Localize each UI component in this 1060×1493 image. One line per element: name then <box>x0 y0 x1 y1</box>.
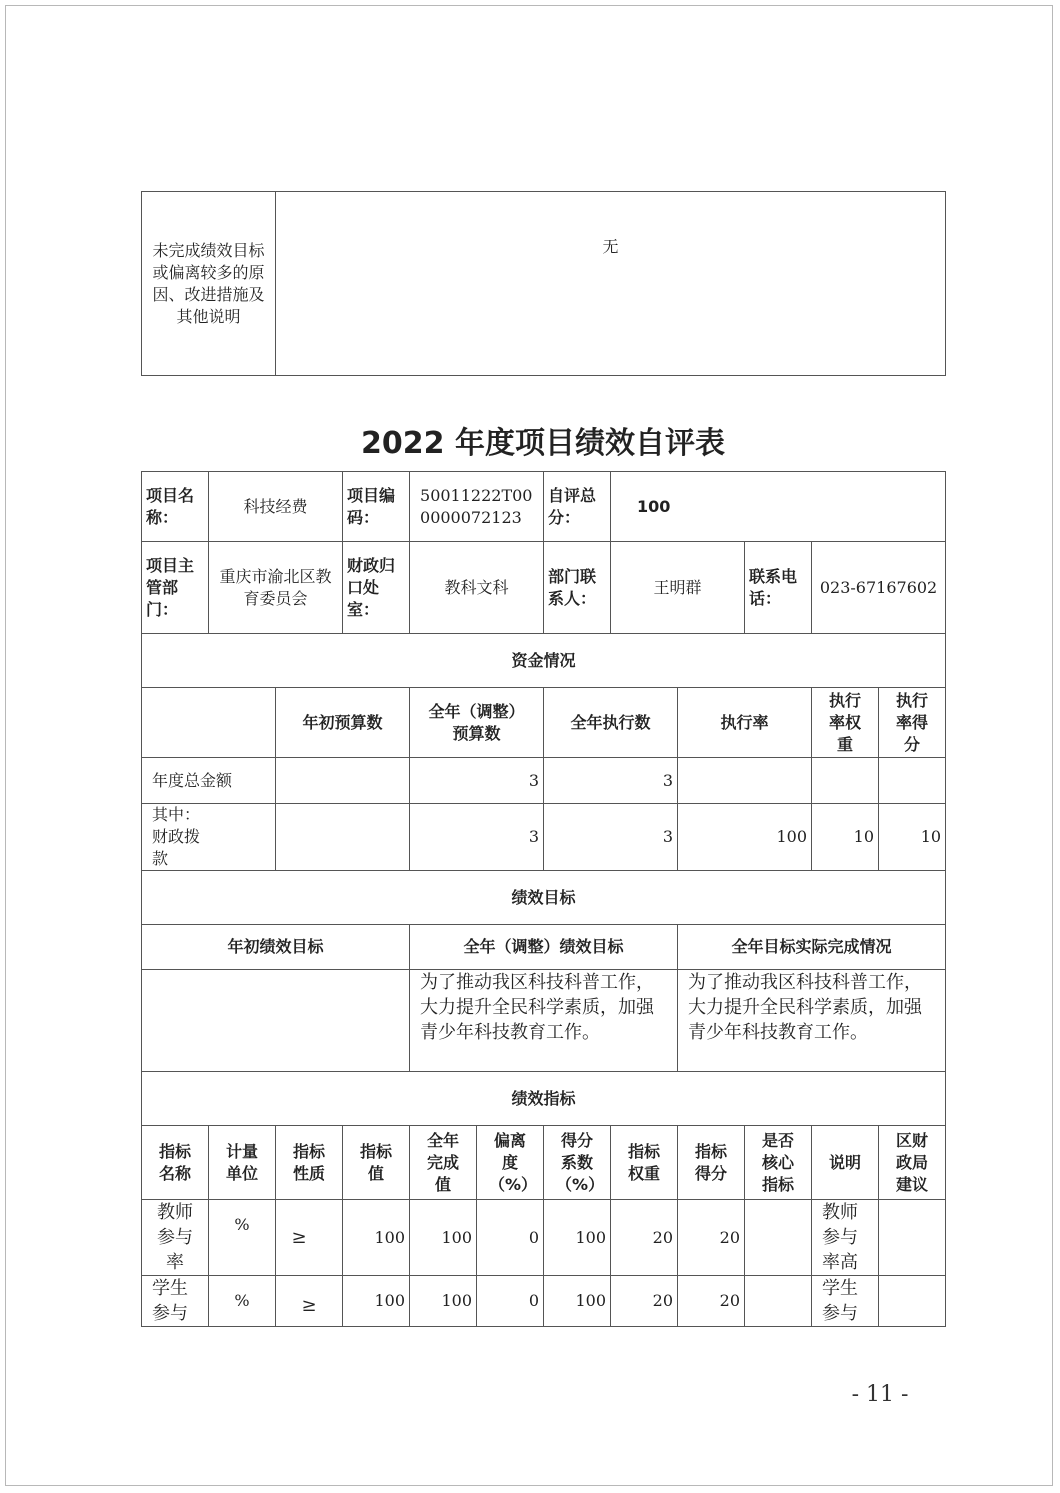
funds-row-label: 年度总金额 <box>142 758 276 804</box>
ind-score: 20 <box>678 1276 745 1327</box>
ind-coef: 100 <box>544 1276 611 1327</box>
project-name-label: 项目名称： <box>142 472 209 542</box>
funds-row-score: 10 <box>879 804 946 871</box>
ind-header-unit: 计量单位 <box>209 1126 276 1200</box>
ind-deviation: 0 <box>477 1200 544 1276</box>
ind-header-coef: 得分系数（%） <box>544 1126 611 1200</box>
funds-header-executed: 全年执行数 <box>544 688 678 758</box>
funds-section-title: 资金情况 <box>142 634 946 688</box>
goals-initial <box>142 970 410 1072</box>
ind-header-actual: 全年完成值 <box>410 1126 477 1200</box>
finance-office-label: 财政归口处室： <box>343 542 410 634</box>
goals-section-title: 绩效目标 <box>142 871 946 925</box>
ind-note: 学生参与 <box>812 1276 879 1327</box>
unfinished-reason-label: 未完成绩效目标或偏离较多的原因、改进措施及其他说明 <box>142 192 276 376</box>
phone-label: 联系电话： <box>745 542 812 634</box>
funds-row-initial <box>276 758 410 804</box>
ind-header-nature: 指标性质 <box>276 1126 343 1200</box>
ind-advice <box>879 1276 946 1327</box>
ind-core <box>745 1200 812 1276</box>
contact-name: 王明群 <box>611 542 745 634</box>
project-name: 科技经费 <box>209 472 343 542</box>
ind-header-deviation: 偏离度（%） <box>477 1126 544 1200</box>
contact-label: 部门联系人： <box>544 542 611 634</box>
prev-table <box>141 191 946 376</box>
funds-row-rate: 100 <box>678 804 812 871</box>
indicator-row <box>142 1276 946 1327</box>
funds-header-blank <box>142 688 276 758</box>
ind-header-weight: 指标权重 <box>611 1126 678 1200</box>
goals-header-adjusted: 全年（调整）绩效目标 <box>410 925 678 970</box>
ind-weight: 20 <box>611 1276 678 1327</box>
page-number: - 11 - <box>851 1382 909 1407</box>
goals-header-initial: 年初绩效目标 <box>142 925 410 970</box>
ind-header-name: 指标名称 <box>142 1126 209 1200</box>
self-evaluation-table <box>141 471 946 1327</box>
funds-row-executed: 3 <box>544 804 678 871</box>
ind-actual: 100 <box>410 1200 477 1276</box>
goals-actual: 为了推动我区科技科普工作，大力提升全民科学素质，加强青少年科技教育工作。 <box>678 970 946 1072</box>
ind-actual: 100 <box>410 1276 477 1327</box>
indicator-row <box>142 1200 946 1276</box>
ind-header-note: 说明 <box>812 1126 879 1200</box>
funds-row-adjusted: 3 <box>410 804 544 871</box>
dept-name: 重庆市渝北区教育委员会 <box>209 542 343 634</box>
ind-coef: 100 <box>544 1200 611 1276</box>
project-code-label: 项目编码： <box>343 472 410 542</box>
funds-row <box>142 804 946 871</box>
funds-row-weight: 10 <box>812 804 879 871</box>
funds-header-weight: 执行率权重 <box>812 688 879 758</box>
goals-header-actual: 全年目标实际完成情况 <box>678 925 946 970</box>
funds-header-initial: 年初预算数 <box>276 688 410 758</box>
finance-office: 教科文科 <box>410 542 544 634</box>
ind-target: 100 <box>343 1200 410 1276</box>
ind-nature: ≥ <box>276 1200 343 1276</box>
self-score-label: 自评总分： <box>544 472 611 542</box>
ind-name: 学生参与 <box>142 1276 209 1327</box>
ind-unit: % <box>209 1276 276 1327</box>
funds-row-executed: 3 <box>544 758 678 804</box>
ind-name: 教师参与率 <box>142 1200 209 1276</box>
ind-weight: 20 <box>611 1200 678 1276</box>
goals-adjusted: 为了推动我区科技科普工作，大力提升全民科学素质，加强青少年科技教育工作。 <box>410 970 678 1072</box>
funds-header-score: 执行率得分 <box>879 688 946 758</box>
ind-score: 20 <box>678 1200 745 1276</box>
dept-label: 项目主管部门： <box>142 542 209 634</box>
ind-header-advice: 区财政局建议 <box>879 1126 946 1200</box>
self-score: 100 <box>611 472 946 542</box>
ind-deviation: 0 <box>477 1276 544 1327</box>
funds-header-rate: 执行率 <box>678 688 812 758</box>
funds-row <box>142 758 946 804</box>
ind-target: 100 <box>343 1276 410 1327</box>
funds-row-rate <box>678 758 812 804</box>
funds-header-adjusted: 全年（调整）预算数 <box>410 688 544 758</box>
ind-header-core: 是否核心指标 <box>745 1126 812 1200</box>
ind-core <box>745 1276 812 1327</box>
ind-header-target: 指标值 <box>343 1126 410 1200</box>
funds-row-label: 其中：财政拨款 <box>142 804 276 871</box>
project-code: 50011222T000000072123 <box>410 472 544 542</box>
indicators-section-title: 绩效指标 <box>142 1072 946 1126</box>
phone-number: 023-67167602 <box>812 542 946 634</box>
ind-header-score: 指标得分 <box>678 1126 745 1200</box>
funds-row-adjusted: 3 <box>410 758 544 804</box>
funds-row-initial <box>276 804 410 871</box>
ind-advice <box>879 1200 946 1276</box>
page-title: 2022 年度项目绩效自评表 <box>361 426 725 461</box>
ind-note: 教师参与率高 <box>812 1200 879 1276</box>
ind-unit: % <box>209 1200 276 1276</box>
ind-nature: ≥ <box>276 1276 343 1327</box>
unfinished-reason-value: 无 <box>276 192 946 376</box>
funds-row-score <box>879 758 946 804</box>
funds-row-weight <box>812 758 879 804</box>
